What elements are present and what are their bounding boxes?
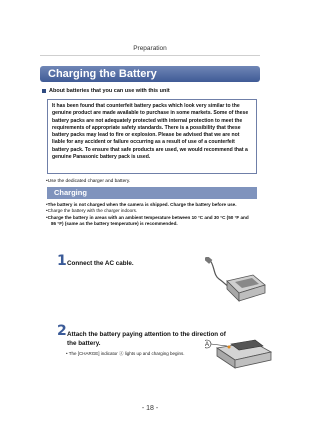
step-1-text: Connect the AC cable. — [67, 260, 134, 267]
section-label: Preparation — [133, 45, 167, 52]
step-2-text-line2: the battery. — [67, 340, 101, 347]
subheading — [42, 88, 170, 94]
charger-illustration — [205, 257, 267, 307]
indicator-label: A — [205, 342, 210, 348]
bullet-list — [46, 202, 261, 227]
pointer-line — [211, 344, 227, 346]
header-divider — [40, 55, 260, 56]
charging-heading: Charging — [54, 188, 87, 197]
page-title: Charging the Battery — [48, 68, 157, 80]
step-number-2: 2 — [57, 323, 67, 339]
battery-insert-illustration — [205, 334, 275, 374]
charging-band — [47, 187, 257, 199]
subheading-text: About batteries that you can use with this unit — [49, 88, 170, 94]
bullet-item: •The battery is not charged when the camera is shipped. Charge the battery before use. — [46, 202, 237, 207]
step-2-text-line1: Attach the battery paying attention to the direction of — [67, 331, 226, 338]
warning-box: It has been found that counterfeit battery packs which look very similar to the genuine product are made available to purchase in some markets. Some of these battery packs are not adequately protected with internal protection to meet the requirements of appropriate safety standards. There is a possibility that these battery packs may lead to fire or explosion. Please be advised that we are not liable for any accident or failure occurring as a result of use of a counterfeit battery pack. To ensure that safe products are used, we would recommend that a genuine Panasonic battery pack is used. — [47, 99, 257, 174]
square-bullet-icon — [42, 89, 46, 93]
page-number: - 18 - — [141, 405, 159, 412]
note-text: •Use the dedicated charger and battery. — [46, 179, 131, 184]
bullet-item: •Charge the battery in areas with an ambient temperature between 10 °C and 30 °C (50 °F and — [46, 214, 249, 220]
title-bar — [40, 66, 260, 82]
charge-indicator-icon — [228, 346, 231, 349]
bullet-item: 86 °F) (same as the battery temperature) is recommended. — [51, 220, 178, 226]
step-number-1: 1 — [57, 253, 67, 269]
bullet-item: •Charge the battery with the charger indoors. — [46, 208, 138, 214]
step-2-subnote: • The [CHARGE] indicator Ⓐ lights up and charging begins. — [66, 351, 185, 356]
